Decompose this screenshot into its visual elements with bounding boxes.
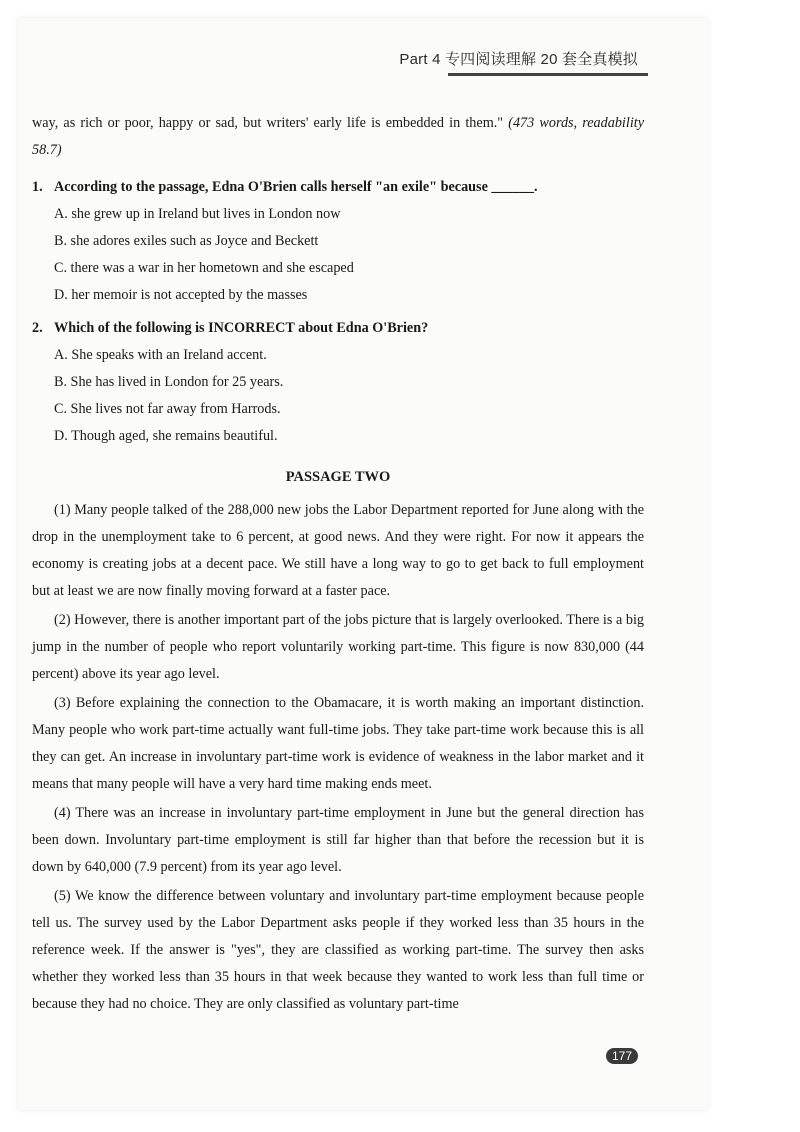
header-rule [448,73,648,76]
paragraph-4: (4) There was an increase in involuntary part-time employment in June but the general direction has been down. Involuntary part-time employment is still far higher than that before the recession but it is down by 640,000 (7.9 percent) from its year ago level. [32,805,644,875]
paragraph-1: (1) Many people talked of the 288,000 new jobs the Labor Department reported for June along with the drop in the unemployment take to 6 percent, at good news. And they were right. For now it appears the economy is creating jobs at a decent pace. We still have a long way to go to get back to full employment but at least we are now finally moving forward at a faster pace. [32,502,644,599]
intro-text [32,110,644,164]
option-c: C. She lives not far away from Harrods. [54,401,281,417]
header-title: Part 4 专四阅读理解 20 套全真模拟 [399,51,638,68]
question-stem [32,174,644,201]
option-c: C. there was a war in her hometown and she escaped [54,260,354,276]
page-content [32,110,644,1020]
option-b: B. She has lived in London for 25 years. [54,374,284,390]
question-1 [32,174,644,309]
intro-quote: way, as rich or poor, happy or sad, but writers' early life is embedded in them." [32,115,509,131]
question-number: 1. [32,179,43,195]
paragraph-3: (3) Before explaining the connection to the Obamacare, it is worth making an important distinction. Many people who work part-time actually want full-time jobs. They take part-time work because this is all they can get. An increase in involuntary part-time work is evidence of weakness in the labor market and it means that many people will have a very hard time making ends meet. [32,695,644,792]
page-number: 177 [606,1048,638,1064]
question-text: According to the passage, Edna O'Brien calls herself "an exile" because ______. [54,179,538,195]
question-stem [32,315,644,342]
option-a: A. She speaks with an Ireland accent. [54,347,267,363]
option-d: D. Though aged, she remains beautiful. [54,428,278,444]
paragraph-2: (2) However, there is another important part of the jobs picture that is largely overlooked. There is a big jump in the number of people who report voluntarily working part-time. This figure is now 830,000 (44 percent) above its year ago level. [32,612,644,682]
question-2 [32,315,644,450]
option-a: A. she grew up in Ireland but lives in London now [54,206,341,222]
word-count-meta: (473 words, readability 58.7) [32,115,644,158]
running-header [18,18,708,88]
question-number: 2. [32,320,43,336]
option-d: D. her memoir is not accepted by the masses [54,287,308,303]
paragraph-5: (5) We know the difference between voluntary and involuntary part-time employment because people tell us. The survey used by the Labor Department asks people if they worked less than 35 hours in the reference week. If the answer is "yes", they are classified as working part-time. The survey then asks whether they worked less than 35 hours in that week because they wanted to work less than full time or because they had no choice. They are only classified as voluntary part-time [32,888,644,1012]
option-b: B. she adores exiles such as Joyce and Beckett [54,233,319,249]
book-page [18,18,708,1110]
passage-title: PASSAGE TWO [285,469,391,485]
question-text: Which of the following is INCORRECT about Edna O'Brien? [54,320,429,336]
